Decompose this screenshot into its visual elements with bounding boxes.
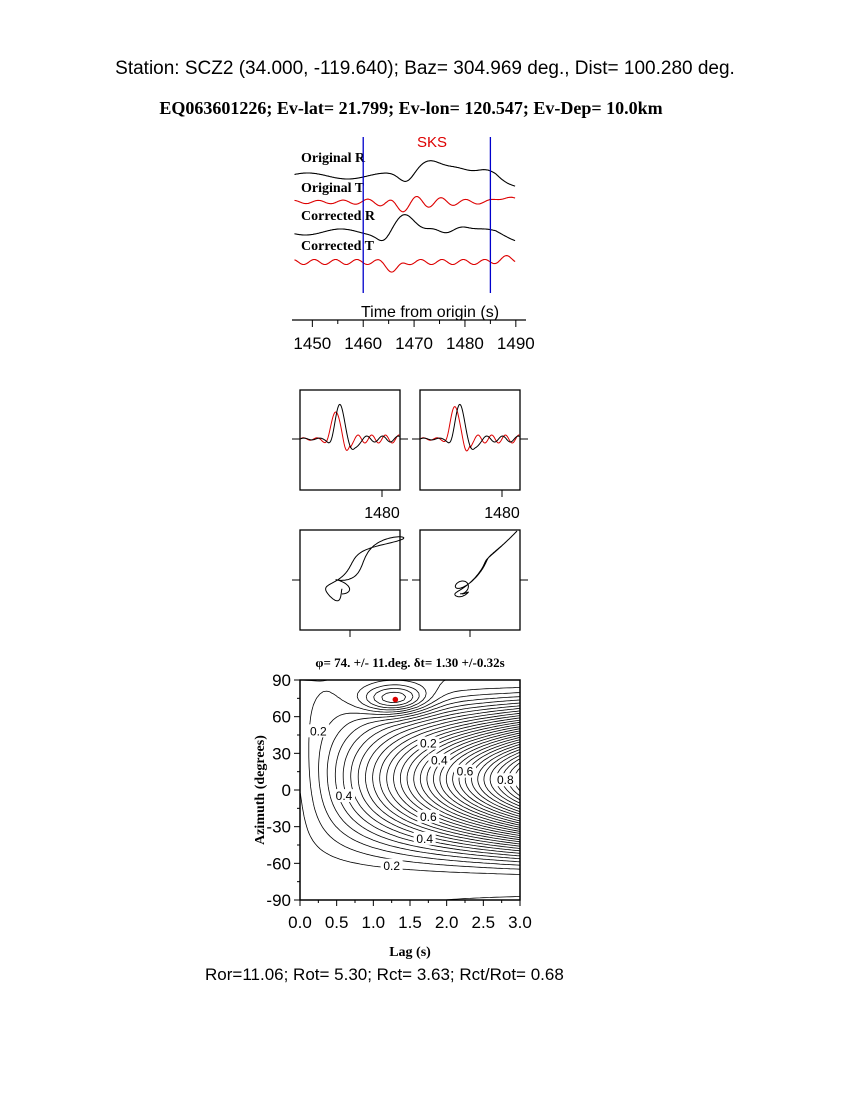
contour-label: 0.6 xyxy=(456,764,474,779)
phase-label: SKS xyxy=(416,134,448,151)
time-tick-label: 1470 xyxy=(395,334,434,353)
lag-tick-label: 2.0 xyxy=(434,913,459,932)
azimuth-axis-label: Azimuth (degrees) xyxy=(253,735,268,845)
contour-label: 0.2 xyxy=(419,736,437,751)
contour-label: 0.2 xyxy=(383,858,401,873)
waveform-tick-label-right: 1480 xyxy=(484,505,520,522)
grid-search-panel xyxy=(253,655,532,960)
time-tick-label: 1480 xyxy=(446,334,484,353)
lag-tick-label: 1.0 xyxy=(361,913,386,932)
contour-label: 0.6 xyxy=(419,809,437,824)
best-fit-point xyxy=(393,697,399,703)
particle-motion-panel-left xyxy=(300,530,400,630)
lag-tick-label: 1.5 xyxy=(398,913,422,932)
contour-label: 0.8 xyxy=(496,773,514,788)
time-tick-label: 1490 xyxy=(496,334,535,353)
grid-search-title: φ= 74. +/- 11.deg. δt= 1.30 +/-0.32s xyxy=(315,655,505,670)
waveform-overlay-panels xyxy=(292,390,528,522)
azimuth-tick-label: 0 xyxy=(281,781,291,800)
seismogram-panel xyxy=(292,134,535,353)
azimuth-tick-label: -90 xyxy=(266,891,291,910)
azimuth-tick-label: 90 xyxy=(272,671,291,690)
particle-motion-trace-right xyxy=(455,531,517,597)
station-header: Station: SCZ2 (34.000, -119.640); Baz= 304.969 deg., Dist= 100.280 deg. xyxy=(115,58,735,79)
waveform-t-trace-left xyxy=(300,404,399,449)
contour-label: 0.2 xyxy=(309,724,327,739)
event-header: EQ063601226; Ev-lat= 21.799; Ev-lon= 120.547; Ev-Dep= 10.0km xyxy=(159,98,663,118)
waveform-t-trace-right xyxy=(420,404,519,449)
waveform-panel-left xyxy=(300,390,400,490)
azimuth-tick-label: -30 xyxy=(266,817,291,837)
trace-label-original-t: Original T xyxy=(301,181,365,196)
lag-tick-label: 2.5 xyxy=(471,913,496,932)
contour-label: 0.4 xyxy=(335,789,353,804)
lag-tick-label: 3.0 xyxy=(508,913,532,932)
azimuth-tick-label: -60 xyxy=(266,854,291,874)
azimuth-tick-label: 60 xyxy=(272,707,291,727)
waveform-tick-label-left: 1480 xyxy=(364,505,400,522)
trace-corrected-t xyxy=(295,256,516,273)
trace-label-original-r: Original R xyxy=(301,151,366,166)
time-tick-label: 1450 xyxy=(293,334,332,353)
contour-label: 0.4 xyxy=(416,831,434,846)
lag-axis-label: Lag (s) xyxy=(389,945,431,960)
trace-label-corrected-t: Corrected T xyxy=(301,239,374,254)
trace-label-corrected-r: Corrected R xyxy=(301,209,375,224)
waveform-panel-right xyxy=(420,390,520,490)
particle-motion-panel-right xyxy=(420,530,520,630)
ratio-summary: Ror=11.06; Rot= 5.30; Rct= 3.63; Rct/Rot= 0.68 xyxy=(205,965,564,984)
lag-tick-label: 0.0 xyxy=(288,913,312,932)
azimuth-tick-label: 30 xyxy=(272,744,291,764)
particle-motion-trace-left xyxy=(326,537,404,601)
particle-motion-panels xyxy=(292,530,528,637)
time-tick-label: 1460 xyxy=(344,334,383,353)
contour-label: 0.4 xyxy=(430,753,448,768)
lag-tick-label: 0.5 xyxy=(324,913,349,932)
time-axis-label: Time from origin (s) xyxy=(360,304,500,321)
